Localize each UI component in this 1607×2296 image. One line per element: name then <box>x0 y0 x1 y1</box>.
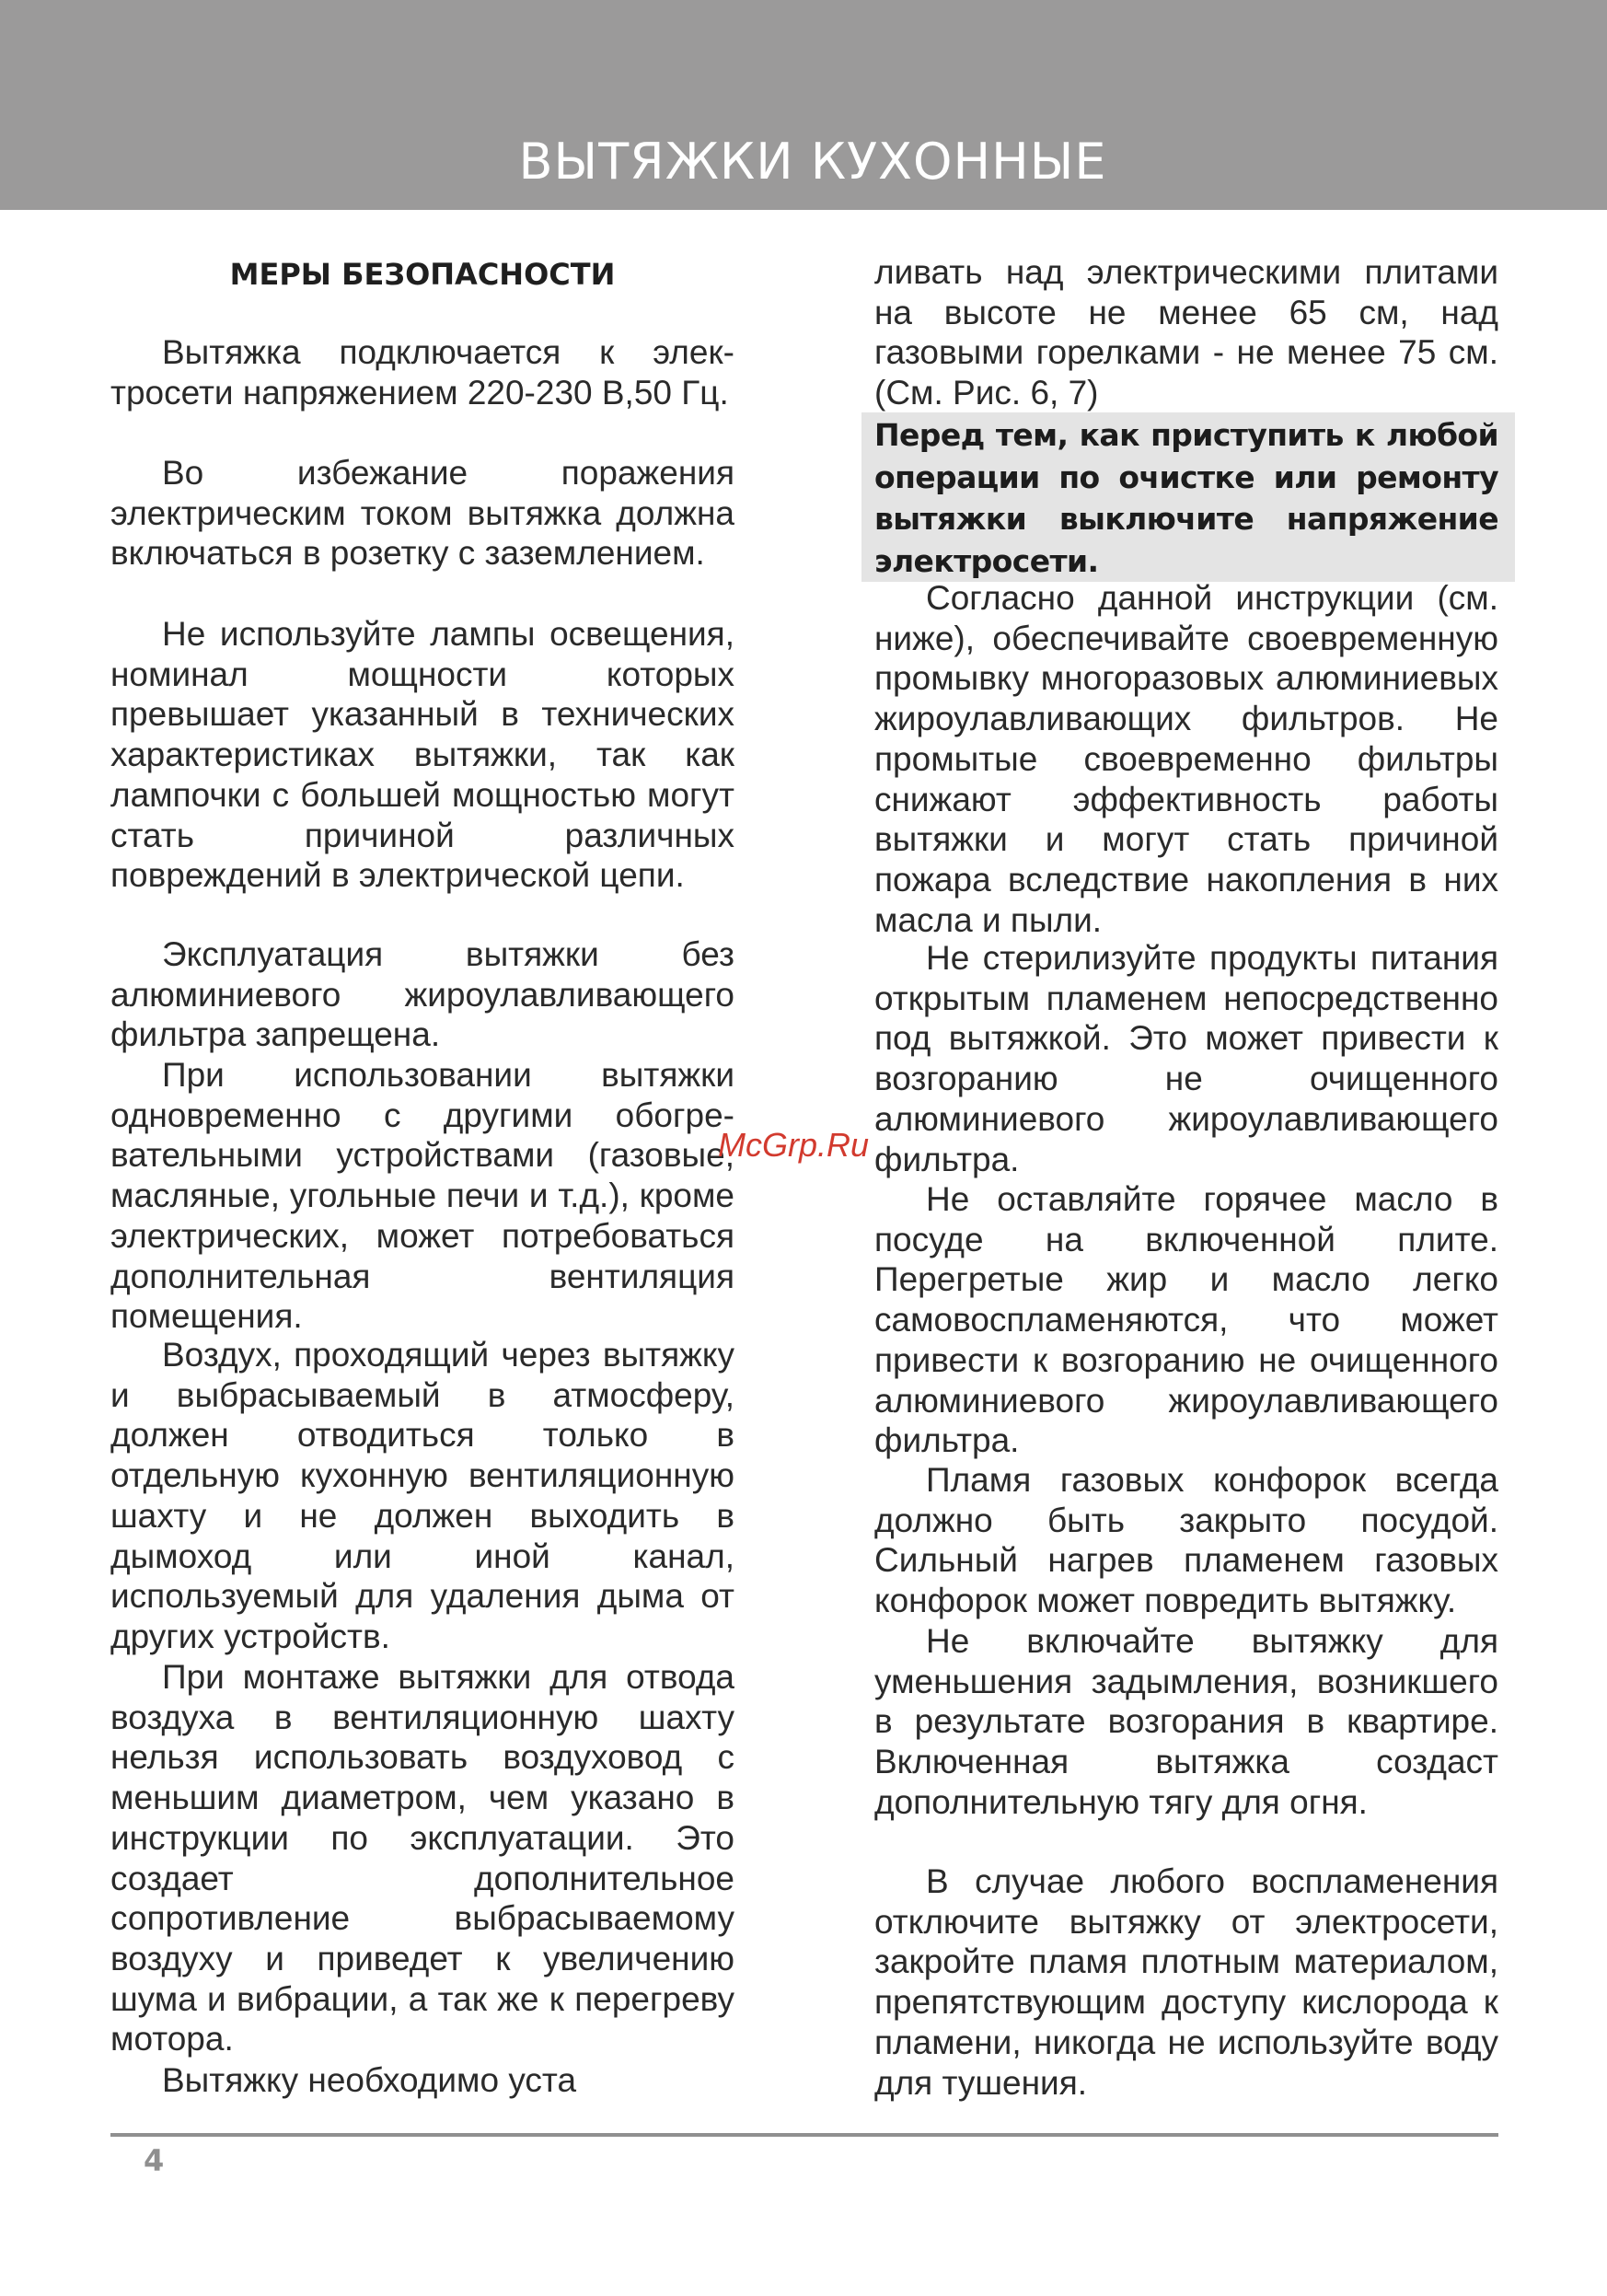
paragraph: ливать над электрическими плитами на высоте не менее 65 см, над газовыми горелками - не менее 75 см. (См. Рис. 6, 7) <box>874 253 1498 412</box>
paragraph: Не включайте вытяжку для уменьшения задымления, возникшего в результате возгорания в квартире. Включенная вытяжка создаст дополнительную тягу для огня. <box>874 1622 1498 1821</box>
paragraph: В случае любого воспламенения отключите вытяжку от электросети, закройте пламя плотным материалом, препятствующим доступу кислорода к пламени, никогда не используйте воду для тушения. <box>874 1862 1498 2102</box>
paragraph: Пламя газовых конфорок всегда должно быть закрыто посудой. Сильный нагрев пламенем газовых конфорок может повредить вытяжку. <box>874 1461 1498 1620</box>
paragraph: Согласно данной инструкции (см. ниже), обеспечивайте своевременную промывку многоразовых алюминиевых жироулавливающих фильтров. Не промытые своевременно фильтры снижают эффективность работы вытяжки и могут стать причиной пожара вследствие накопления в них масла и пыли. <box>874 579 1498 939</box>
paragraph: Эксплуатация вытяжки без алюминиевого жироулавливающего фильтра запрещена. <box>110 935 734 1054</box>
paragraph: Воздух, проходящий через вытяжку и выбрасываемый в атмосферу, должен отводиться только в отдельную кухонную вентиляционную шахту и не должен выходить в дымоход или иной канал, используемый для удаления дыма от других устройств. <box>110 1336 734 1655</box>
paragraph: Вытяжка подключается к электросети напряжением 220-230 В,50 Гц. <box>110 333 734 412</box>
paragraph: Не стерилизуйте продукты питания открытым пламенем непосредственно под вытяжкой. Это может привести к возгоранию не очищенного алюминиевого жироулавливающего фильтра. <box>874 939 1498 1178</box>
paragraph: Во избежание поражения электрическим током вытяжка должна включаться в розетку с заземлением. <box>110 454 734 573</box>
watermark: McGrp.Ru <box>718 1126 870 1164</box>
paragraph: Вытяжку необходимо уста <box>162 2061 577 2099</box>
footer-divider <box>110 2133 1498 2137</box>
section-heading: МЕРЫ БЕЗОПАСНОСТИ <box>229 257 616 292</box>
warning-text: Перед тем, как приступить к любой операции по очистке или ремонту вытяжки выключите напряжение электросети. <box>874 417 1498 579</box>
page-number: 4 <box>144 2143 165 2178</box>
paragraph: Не используйте лампы освещения, номинал мощности которых превышает указанный в технических характеристиках вытяжки, так как лампочки с большей мощностью могут стать причиной различных повреждений в электрической цепи. <box>110 615 734 895</box>
paragraph: При использовании вытяжки одновременно с другими обогревательными устройствами (газовые, масляные, угольные печи и т.д.), кроме электрических, может потребоваться дополнительная вентиляция помещения. <box>110 1056 734 1336</box>
paragraph: При монтаже вытяжки для отвода воздуха в вентиляционную шахту нельзя использовать воздуховод с меньшим диаметром, чем указано в инструкции по эксплуатации. Это создает дополнительное сопротивление выбрасываемому воздуху и приведет к увеличению шума и вибрации, а так же к перегреву мотора. <box>110 1658 734 2058</box>
paragraph: Не оставляйте горячее масло в посуде на включенной плите. Перегретые жир и масло легко самовоспламеняются, что может привести к возгоранию не очищенного алюминиевого жироулавливающего фильтра. <box>874 1180 1498 1460</box>
page-title: ВЫТЯЖКИ КУХОННЫЕ <box>518 133 1107 191</box>
